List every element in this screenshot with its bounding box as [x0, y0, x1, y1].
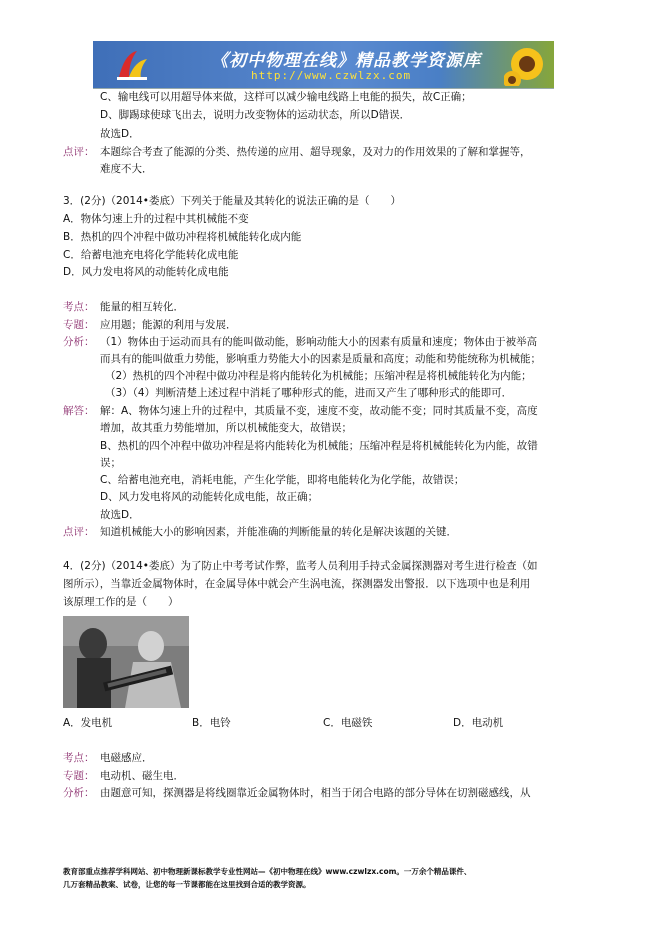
q3-dianping: 知道机械能大小的影响因素，并能准确的判断能量的转化是解决该题的关键． — [100, 526, 457, 538]
q3-fenxi-2: 而具有的能叫做重力势能，影响重力势能大小的因素是质量和高度；动能和势能统称为机械能； — [100, 353, 541, 365]
q3-zhuanti-label: 专题： — [63, 319, 95, 331]
q3-jieda-2: 增加，故其重力势能增加，所以机械能变大，故错误； — [100, 422, 352, 434]
metal-detector-photo — [63, 616, 189, 708]
q4-option-a: A．发电机 — [63, 717, 113, 729]
q4-option-d: D．电动机 — [453, 717, 504, 729]
q4-kaodian: 电磁感应． — [100, 752, 153, 764]
q3-fenxi-1: （1）物体由于运动而具有的能叫做动能，影响动能大小的因素有质量和速度；物体由于被举高 — [100, 336, 538, 348]
sunflower-icon — [504, 44, 550, 86]
q3-jieda-label: 解答： — [63, 405, 95, 417]
comment-label: 点评： — [63, 146, 95, 158]
q4-zhuanti-label: 专题： — [63, 770, 95, 782]
q3-option-d: D．风力发电将风的动能转化成电能 — [63, 266, 229, 278]
q3-stem: 3．(2分)（2014•娄底）下列关于能量及其转化的说法正确的是（ ） — [63, 195, 401, 207]
q4-stem-3: 该原理工作的是（ ） — [63, 596, 179, 608]
header-banner — [93, 41, 554, 88]
q4-option-b: B．电铃 — [192, 717, 231, 729]
q3-jieda-1: 解：A、物体匀速上升的过程中，其质量不变，速度不变，故动能不变；同时其质量不变，高度 — [100, 405, 538, 417]
q3-jieda-5: C、给蓄电池充电，消耗电能，产生化学能，即将电能转化为化学能，故错误； — [100, 474, 465, 486]
logo-icon — [115, 47, 149, 83]
comment-text-2: 难度不大． — [100, 163, 153, 175]
q3-zhuanti: 应用题；能源的利用与发展． — [100, 319, 237, 331]
banner-url[interactable]: http://www.czwlzx.com — [251, 69, 412, 82]
comment-text-1: 本题综合考查了能源的分类、热传递的应用、超导现象，及对力的作用效果的了解和掌握等， — [100, 146, 531, 158]
q3-jieda-6: D、风力发电将风的动能转化成电能，故正确； — [100, 491, 319, 503]
footer-line-1: 教育部重点推荐学科网站、初中物理新课标教学专业性网站—《初中物理在线》www.czwlzx.com。一万余个精品课件、 — [63, 867, 472, 876]
q4-kaodian-label: 考点： — [63, 752, 95, 764]
q3-option-b: B．热机的四个冲程中做功冲程将机械能转化成内能 — [63, 231, 302, 243]
q3-option-a: A．物体匀速上升的过程中其机械能不变 — [63, 213, 249, 225]
option-d-analysis: D、脚踢球使球飞出去，说明力改变物体的运动状态，所以D错误． — [100, 109, 411, 121]
q4-fenxi-label: 分析： — [63, 787, 95, 799]
q3-jieda-7: 故选D． — [100, 509, 140, 521]
q3-kaodian-label: 考点： — [63, 301, 95, 313]
option-c-analysis: C、输电线可以用超导体来做，这样可以减少输电线路上电能的损失，故C正确； — [100, 91, 472, 103]
q3-fenxi-label: 分析： — [63, 336, 95, 348]
q3-option-c: C．给蓄电池充电将化学能转化成电能 — [63, 249, 239, 261]
q4-zhuanti: 电动机、磁生电． — [100, 770, 184, 782]
q3-jieda-4: 误； — [100, 457, 121, 469]
q3-jieda-3: B、热机的四个冲程中做功冲程是将内能转化为机械能；压缩冲程是将机械能转化为内能，故错 — [100, 440, 538, 452]
answer-line: 故选D． — [100, 128, 140, 140]
header-divider — [93, 88, 554, 89]
photo-illustration — [63, 616, 189, 708]
q4-stem-1: 4．(2分)（2014•娄底）为了防止中考考试作弊，监考人员利用手持式金属探测器对考生进行检查（如 — [63, 560, 538, 572]
q3-kaodian: 能量的相互转化． — [100, 301, 184, 313]
q3-fenxi-3: （2）热机的四个冲程中做功冲程是将内能转化为机械能；压缩冲程是将机械能转化为内能； — [105, 370, 532, 382]
banner-title: 《初中物理在线》精品教学资源库 — [211, 51, 481, 71]
q4-option-c: C．电磁铁 — [323, 717, 373, 729]
q3-fenxi-4: （3）（4）判断清楚上述过程中消耗了哪种形式的能，进而又产生了哪种形式的能即可． — [105, 387, 513, 399]
q3-dianping-label: 点评： — [63, 526, 95, 538]
q4-stem-2: 图所示），当靠近金属物体时，在金属导体中就会产生涡电流，探测器发出警报．以下选项中也是利用 — [63, 578, 531, 590]
footer-line-2: 几万套精品教案、试卷，让您的每一节课都能在这里找到合适的教学资源。 — [63, 880, 311, 889]
q4-fenxi: 由题意可知，探测器是将线圈靠近金属物体时，相当于闭合电路的部分导体在切割磁感线，从 — [100, 787, 531, 799]
